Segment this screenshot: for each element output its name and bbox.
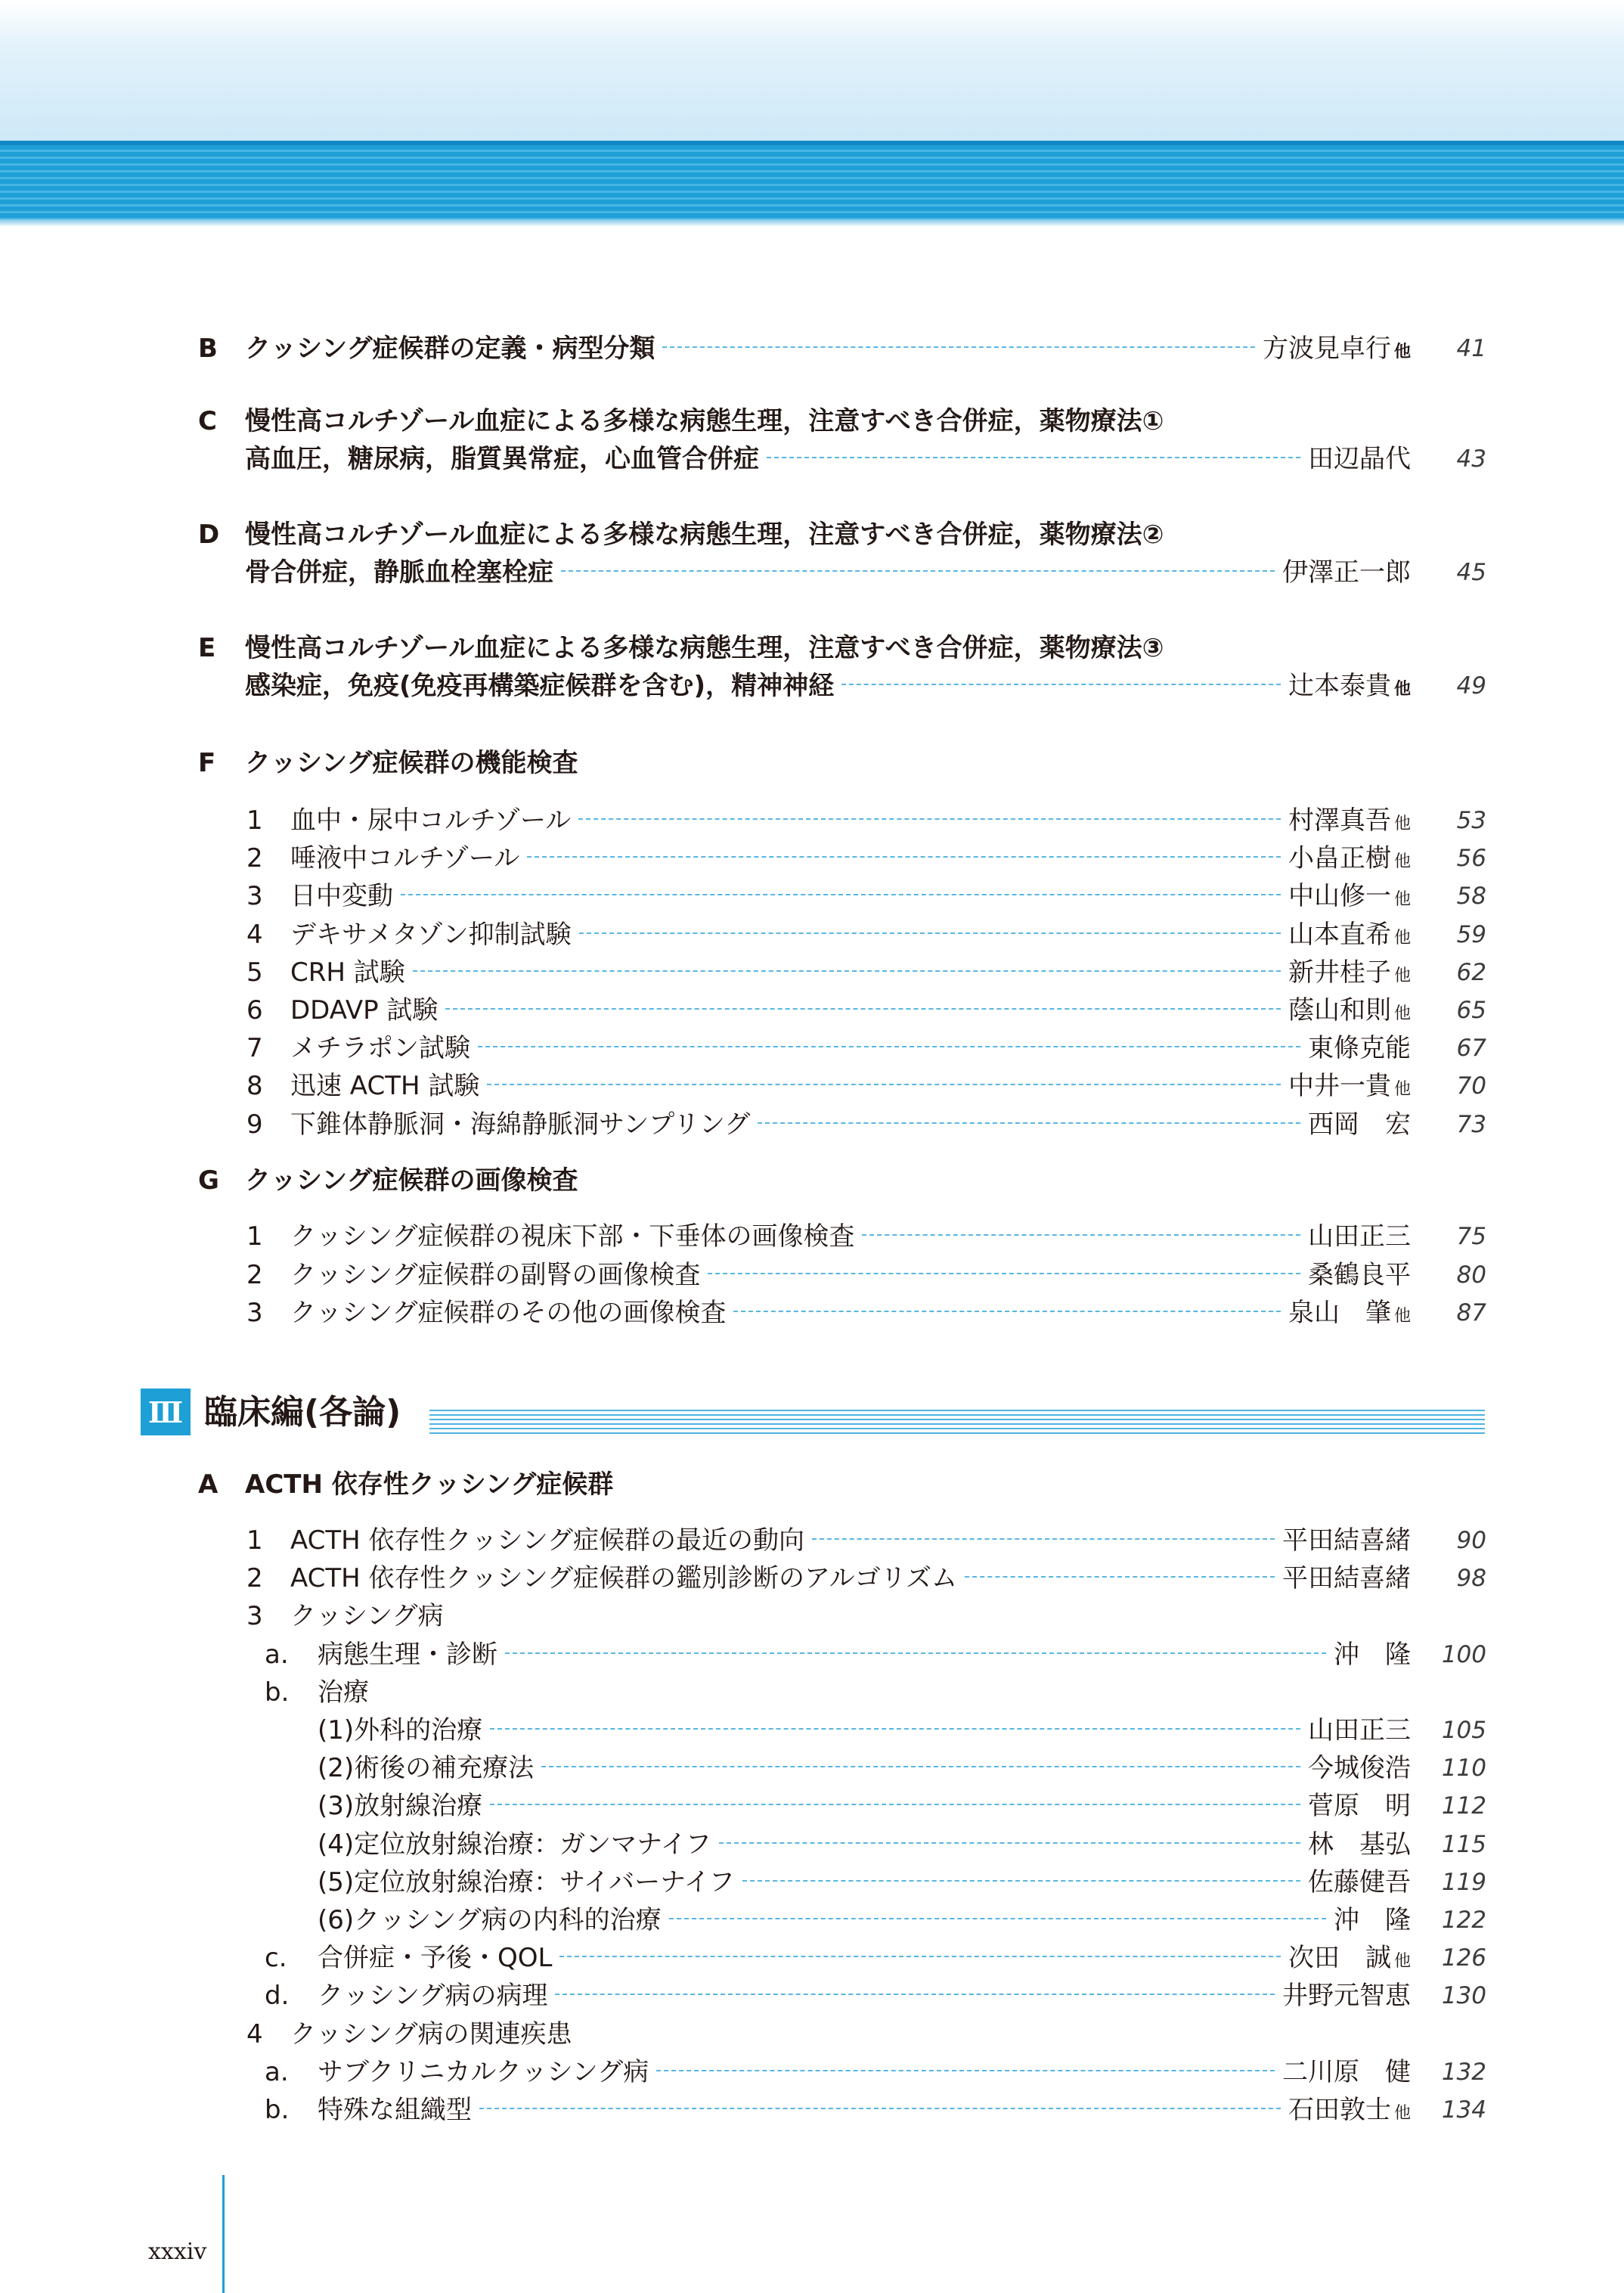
section-letter: C	[198, 406, 217, 436]
entry-number: c.	[265, 1943, 287, 1974]
entry-title: メチラポン試験	[290, 1033, 470, 1064]
part-numeral: Ⅲ	[147, 1395, 184, 1429]
entry-number: 9	[246, 1109, 263, 1140]
entry-page: 49	[1456, 672, 1486, 700]
entry-number: 7	[246, 1033, 263, 1064]
entry-title: 合併症・予後・QOL	[318, 1943, 553, 1974]
entry-title: 特殊な組織型	[318, 2095, 472, 2125]
entry-author: 平田結喜緒	[1282, 1563, 1411, 1594]
author-suffix: 他	[1393, 814, 1411, 833]
author-suffix: 他	[1393, 1307, 1411, 1326]
entry-number: 2	[246, 1563, 263, 1594]
dotted-leader	[733, 1311, 1281, 1312]
section-subtitle-row	[245, 442, 1486, 476]
entry-page: 132	[1441, 2058, 1486, 2086]
dotted-leader	[708, 1273, 1300, 1274]
entry-page: 75	[1456, 1223, 1486, 1250]
entry-page: 119	[1441, 1868, 1486, 1896]
entry-author: 二川原 健	[1282, 2056, 1411, 2087]
toc-entry	[318, 1827, 1486, 1862]
entry-page: 134	[1441, 2096, 1486, 2124]
dotted-leader	[445, 1008, 1281, 1010]
entry-author: 小畠正樹	[1288, 843, 1391, 874]
toc-entry	[246, 1561, 1486, 1596]
entry-number: 6	[246, 995, 263, 1025]
entry-page: 105	[1441, 1717, 1486, 1744]
entry-title: CRH 試験	[290, 957, 405, 988]
entry-title: クッシング症候群の副腎の画像検査	[290, 1259, 701, 1290]
part-title-rule	[429, 1410, 1485, 1435]
author-suffix: 他	[1393, 343, 1411, 361]
entry-author: 次田 誠	[1288, 1943, 1391, 1974]
entry-number: 4	[246, 919, 263, 950]
toc-entry	[246, 879, 1486, 917]
entry-author: 伊澤正一郎	[1282, 557, 1411, 588]
toc-entry	[318, 1713, 1486, 1748]
header-stripes	[0, 141, 1624, 225]
entry-number: 8	[246, 1071, 263, 1102]
entry-title: クッシング病	[290, 1601, 444, 1632]
entry-page: 41	[1456, 335, 1486, 362]
entry-author: 林 基弘	[1308, 1829, 1411, 1860]
toc-entry	[246, 917, 1486, 956]
entry-page: 80	[1456, 1261, 1486, 1289]
dotted-leader	[578, 818, 1281, 820]
entry-author: 桑鶴良平	[1308, 1259, 1411, 1290]
entry-title: クッシング病の病理	[318, 1981, 548, 2012]
toc-entry	[246, 803, 1486, 842]
entry-author: 泉山 肇	[1288, 1298, 1391, 1328]
section-letter: E	[198, 633, 216, 663]
dotted-leader	[841, 684, 1281, 685]
entry-author: 中井一貴	[1288, 1071, 1391, 1102]
toc-entry	[318, 1903, 1486, 1938]
toc-section	[198, 631, 1164, 666]
entry-author: 沖 隆	[1334, 1905, 1411, 1935]
entry-number: a.	[265, 1639, 289, 1670]
entry-number: 3	[246, 1298, 263, 1328]
entry-page: 67	[1456, 1035, 1486, 1063]
dotted-leader	[413, 970, 1281, 972]
toc-entry	[246, 955, 1486, 994]
entry-title: (3)放射線治療	[318, 1791, 483, 1822]
section-letter: G	[198, 1165, 219, 1196]
author-suffix: 他	[1393, 1952, 1411, 1972]
entry-author: 平田結喜緒	[1282, 1525, 1411, 1556]
entry-page: 126	[1441, 1944, 1486, 1972]
entry-page: 87	[1456, 1299, 1486, 1326]
entry-author: 山本直希	[1288, 919, 1391, 950]
part-number-box	[141, 1389, 191, 1435]
dotted-leader	[490, 1728, 1300, 1730]
dotted-leader	[767, 457, 1300, 458]
section-title: クッシング症候群の機能検査	[245, 748, 578, 778]
section-heading	[198, 1467, 613, 1502]
dotted-leader	[662, 346, 1255, 348]
dotted-leader	[669, 1918, 1326, 1919]
author-suffix: 他	[1393, 1080, 1411, 1100]
entry-number: b.	[265, 2095, 290, 2125]
entry-title: 血中・尿中コルチゾール	[290, 805, 572, 836]
entry-author: 新井桂子	[1288, 957, 1391, 988]
toc-section	[198, 517, 1164, 552]
entry-page: 90	[1456, 1527, 1486, 1554]
toc-section	[198, 331, 1486, 370]
entry-page: 130	[1441, 1982, 1486, 2010]
entry-title: (2)術後の補充療法	[318, 1753, 535, 1784]
section-title: クッシング症候群の定義・病型分類	[245, 334, 655, 364]
author-suffix: 他	[1393, 2104, 1411, 2123]
entry-number: 1	[246, 805, 263, 836]
dotted-leader	[541, 1766, 1300, 1767]
entry-page: 122	[1441, 1907, 1486, 1934]
dotted-leader	[758, 1122, 1300, 1124]
entry-title: ACTH 依存性クッシング症候群の最近の動向	[290, 1525, 805, 1556]
entry-number: 3	[246, 881, 263, 912]
toc-entry	[246, 1599, 443, 1634]
toc-section	[198, 404, 1164, 439]
entry-author: 田辺晶代	[1308, 444, 1411, 474]
toc-entry	[246, 1523, 1486, 1558]
section-subtitle-row	[245, 669, 1486, 707]
entry-author: 中山修一	[1288, 881, 1391, 912]
entry-title: デキサメタゾン抑制試験	[290, 919, 572, 950]
author-suffix: 他	[1393, 966, 1411, 985]
entry-title: 病態生理・診断	[318, 1639, 497, 1670]
dotted-leader	[965, 1576, 1275, 1578]
toc-entry	[318, 1789, 1486, 1823]
entry-page: 112	[1441, 1792, 1486, 1820]
dotted-leader	[656, 2070, 1275, 2071]
entry-author: 山田正三	[1308, 1221, 1411, 1252]
dotted-leader	[719, 1842, 1300, 1844]
entry-author: 沖 隆	[1334, 1639, 1411, 1670]
entry-title: (1)外科的治療	[318, 1715, 483, 1745]
entry-title: (5)定位放射線治療：サイバーナイフ	[318, 1866, 735, 1897]
dotted-leader	[812, 1538, 1275, 1540]
dotted-leader	[862, 1234, 1300, 1236]
entry-number: 1	[246, 1221, 263, 1252]
section-title: 慢性高コルチゾール血症による多様な病態生理，注意すべき合併症，薬物療法②	[245, 520, 1164, 550]
entry-author: 辻本泰貴	[1288, 671, 1391, 701]
entry-page: 98	[1456, 1565, 1486, 1593]
entry-number: 3	[246, 1601, 263, 1632]
dotted-leader	[478, 1046, 1300, 1047]
entry-author: 西岡 宏	[1308, 1109, 1411, 1140]
entry-title: クッシング症候群の視床下部・下垂体の画像検査	[290, 1221, 855, 1252]
entry-number: 2	[246, 1259, 263, 1290]
author-suffix: 他	[1393, 928, 1411, 948]
entry-page: 58	[1456, 883, 1486, 911]
toc-entry	[265, 1978, 1486, 2013]
dotted-leader	[579, 932, 1281, 934]
entry-title: 日中変動	[290, 881, 393, 912]
dotted-leader	[527, 856, 1281, 858]
entry-page: 43	[1456, 445, 1486, 473]
dotted-leader	[742, 1880, 1300, 1882]
section-heading	[198, 746, 578, 780]
entry-author: 菅原 明	[1308, 1791, 1411, 1822]
section-heading	[198, 1163, 578, 1198]
toc-entry	[318, 1865, 1486, 1900]
entry-title: DDAVP 試験	[290, 995, 439, 1025]
toc-entry	[246, 1295, 1486, 1334]
entry-author: 井野元智恵	[1282, 1981, 1411, 2012]
entry-author: 東條克能	[1308, 1033, 1411, 1064]
entry-page: 45	[1456, 559, 1486, 586]
section-subtitle: 高血圧，糖尿病，脂質異常症，心血管合併症	[245, 444, 759, 474]
author-suffix: 他	[1393, 890, 1411, 910]
entry-page: 65	[1456, 997, 1486, 1024]
toc-entry	[246, 1258, 1486, 1292]
entry-title: ACTH 依存性クッシング症候群の鑑別診断のアルゴリズム	[290, 1563, 957, 1594]
entry-page: 53	[1456, 807, 1486, 834]
toc-entry	[246, 1219, 1486, 1254]
entry-number: 5	[246, 957, 263, 988]
toc-entry	[246, 1069, 1486, 1107]
entry-author: 山田正三	[1308, 1715, 1411, 1745]
section-letter: F	[198, 748, 216, 778]
entry-author: 石田敦士	[1288, 2095, 1391, 2125]
toc-entry	[265, 1637, 1486, 1672]
dotted-leader	[505, 1652, 1326, 1654]
section-title: 慢性高コルチゾール血症による多様な病態生理，注意すべき合併症，薬物療法③	[245, 633, 1164, 663]
page-folio: xxxiv	[148, 2239, 207, 2265]
entry-number: b.	[265, 1677, 290, 1708]
entry-title: サブクリニカルクッシング病	[318, 2056, 649, 2087]
section-subtitle-row	[245, 555, 1486, 590]
entry-page: 70	[1456, 1072, 1486, 1100]
entry-page: 59	[1456, 920, 1486, 948]
entry-page: 110	[1441, 1755, 1486, 1783]
section-subtitle: 感染症，免疫(免疫再構築症候群を含む)，精神神経	[245, 671, 835, 701]
footer-rule	[222, 2175, 225, 2293]
toc-entry	[246, 841, 1486, 880]
entry-title: クッシング症候群のその他の画像検査	[290, 1298, 727, 1328]
dotted-leader	[487, 1084, 1281, 1085]
entry-number: d.	[265, 1981, 290, 2012]
section-letter: A	[198, 1469, 218, 1500]
section-subtitle: 骨合併症，静脈血栓塞栓症	[245, 557, 553, 588]
entry-number: 2	[246, 843, 263, 874]
entry-title: クッシング病の関連疾患	[290, 2018, 572, 2049]
toc-entry	[265, 2093, 1486, 2131]
entry-author: 蔭山和則	[1288, 995, 1391, 1025]
toc-entry	[265, 1941, 1486, 1979]
entry-number: 1	[246, 1525, 263, 1556]
entry-title: 治療	[318, 1677, 369, 1708]
entry-author: 佐藤健吾	[1308, 1866, 1411, 1897]
dotted-leader	[401, 894, 1281, 895]
section-title: クッシング症候群の画像検査	[245, 1165, 578, 1196]
entry-title: 下錐体静脈洞・海綿静脈洞サンプリング	[290, 1109, 751, 1140]
entry-page: 115	[1441, 1830, 1486, 1858]
header-fade	[0, 219, 1624, 227]
entry-author: 方波見卓行	[1262, 334, 1391, 364]
entry-page: 56	[1456, 845, 1486, 873]
entry-page: 73	[1456, 1110, 1486, 1138]
dotted-leader	[561, 570, 1275, 572]
section-title: ACTH 依存性クッシング症候群	[245, 1469, 614, 1500]
dotted-leader	[490, 1804, 1300, 1805]
section-title: 慢性高コルチゾール血症による多様な病態生理，注意すべき合併症，薬物療法①	[245, 406, 1164, 436]
entry-author: 村澤真吾	[1288, 805, 1391, 836]
toc-entry	[246, 1107, 1486, 1142]
toc-entry	[246, 2017, 572, 2052]
entry-title: (6)クッシング病の内科的治療	[318, 1905, 662, 1935]
toc-entry	[246, 993, 1486, 1032]
entry-page: 100	[1441, 1640, 1486, 1668]
author-suffix: 他	[1393, 680, 1411, 699]
dotted-leader	[555, 1994, 1275, 1995]
toc-entry	[265, 2055, 1486, 2090]
toc-entry	[265, 1675, 369, 1710]
entry-title: (4)定位放射線治療：ガンマナイフ	[318, 1829, 711, 1860]
entry-title: 迅速 ACTH 試験	[290, 1071, 480, 1102]
section-letter: D	[198, 520, 220, 550]
entry-number: 4	[246, 2018, 263, 2049]
author-suffix: 他	[1393, 1004, 1411, 1023]
toc-entry	[246, 1031, 1486, 1066]
entry-number: a.	[265, 2056, 289, 2087]
entry-page: 62	[1456, 958, 1486, 986]
entry-author: 今城俊浩	[1308, 1753, 1411, 1784]
part-title: 臨床編(各論)	[204, 1393, 401, 1432]
entry-title: 唾液中コルチゾール	[290, 843, 520, 874]
toc-entry	[318, 1751, 1486, 1786]
dotted-leader	[559, 1956, 1281, 1957]
section-letter: B	[198, 334, 218, 364]
dotted-leader	[479, 2108, 1281, 2109]
author-suffix: 他	[1393, 852, 1411, 872]
